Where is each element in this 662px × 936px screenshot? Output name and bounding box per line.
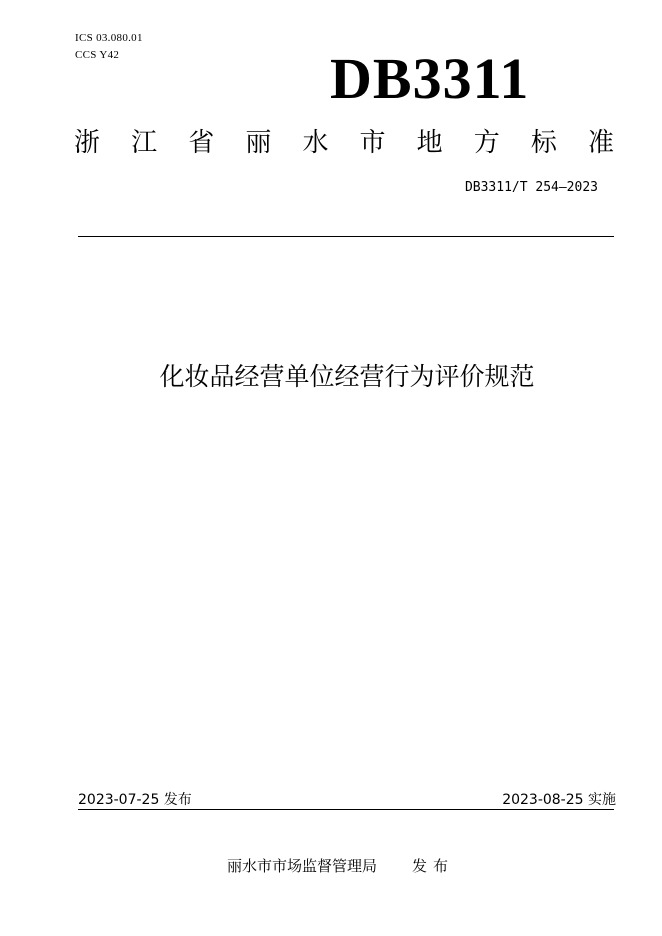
- standard-type-heading: [74, 126, 614, 160]
- publish-date: 2023-07-25 发布: [78, 792, 192, 808]
- standard-type-char: 方: [473, 128, 500, 158]
- standard-type-char: 水: [302, 128, 329, 158]
- standard-type-char: 江: [131, 128, 158, 158]
- ccs-code: CCS Y42: [75, 49, 120, 61]
- standard-type-char: 标: [530, 128, 557, 158]
- issue-label: 发布: [412, 857, 455, 875]
- standard-type-char: 准: [587, 128, 614, 158]
- standard-type-char: 丽: [245, 128, 272, 158]
- standard-code-heading: DB3311: [330, 46, 530, 111]
- ics-code: ICS 03.080.01: [75, 32, 143, 44]
- standard-type-char: 地: [416, 128, 443, 158]
- bottom-divider: [78, 809, 614, 810]
- top-divider: [78, 236, 614, 237]
- issuing-authority: 丽水市市场监督管理局: [227, 857, 378, 875]
- standard-type-char: 市: [359, 128, 386, 158]
- standard-type-char: 浙: [74, 128, 101, 158]
- document-title: 化妆品经营单位经营行为评价规范: [159, 362, 535, 391]
- standard-type-char: 省: [188, 128, 215, 158]
- standard-number: DB3311/T 254—2023: [464, 180, 598, 195]
- effective-date: 2023-08-25 实施: [502, 792, 616, 808]
